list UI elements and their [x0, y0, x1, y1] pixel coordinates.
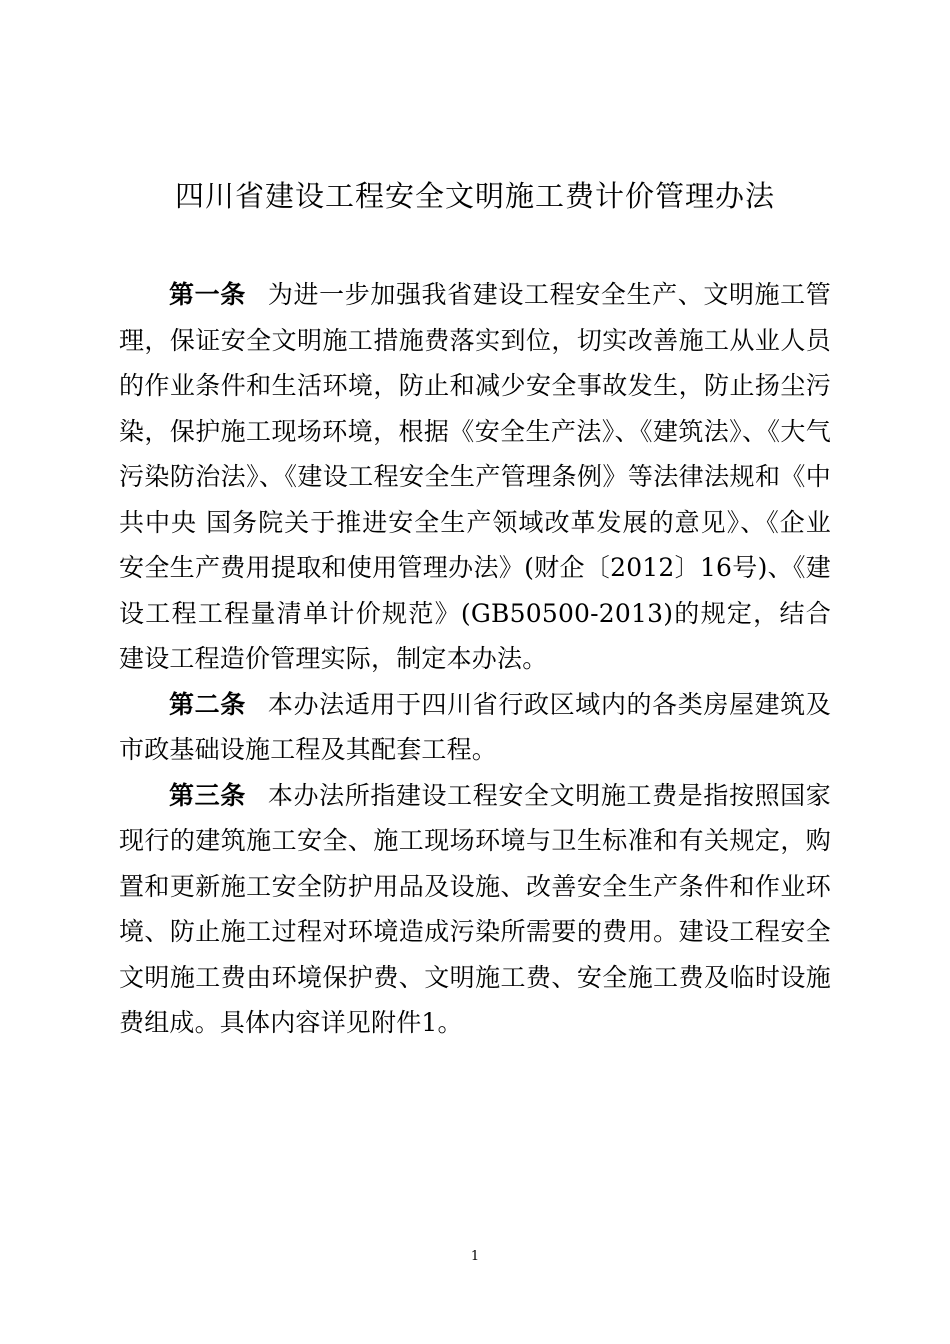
document-body	[119, 272, 831, 1046]
article-2-text: 本办法适用于四川省行政区域内的各类房屋建筑及市政基础设施工程及其配套工程。	[119, 689, 831, 764]
document-title: 四川省建设工程安全文明施工费计价管理办法	[174, 179, 775, 213]
article-1-label: 第一条	[169, 280, 246, 309]
article-2	[119, 682, 831, 773]
article-3-text: 本办法所指建设工程安全文明施工费是指按照国家现行的建筑施工安全、施工现场环境与卫生标准和有关规定，购置和更新施工安全防护用品及设施、改善安全生产条件和作业环境、防止施工过程对环境造成污染所需要的费用。建设工程安全文明施工费由环境保护费、文明施工费、安全施工费及临时设施费组成。具体内容详见附件1。	[119, 780, 831, 1037]
article-1-text: 为进一步加强我省建设工程安全生产、文明施工管理，保证安全文明施工措施费落实到位，切实改善施工从业人员的作业条件和生活环境，防止和减少安全事故发生，防止扬尘污染，保护施工现场环境，根据《安全生产法》、《建筑法》、《大气污染防治法》、《建设工程安全生产管理条例》等法律法规和《中共中央 国务院关于推进安全生产领域改革发展的意见》、《企业安全生产费用提取和使用管理办法》(财企〔2012〕16号)、《建设工程工程量清单计价规范》(GB50500-2013)的规定，结合建设工程造价管理实际，制定本办法。	[119, 280, 831, 673]
article-2-label: 第二条	[169, 689, 246, 719]
article-1	[119, 272, 831, 682]
article-3	[119, 773, 831, 1046]
article-3-label: 第三条	[169, 780, 246, 810]
page-number: 1	[470, 1249, 480, 1264]
